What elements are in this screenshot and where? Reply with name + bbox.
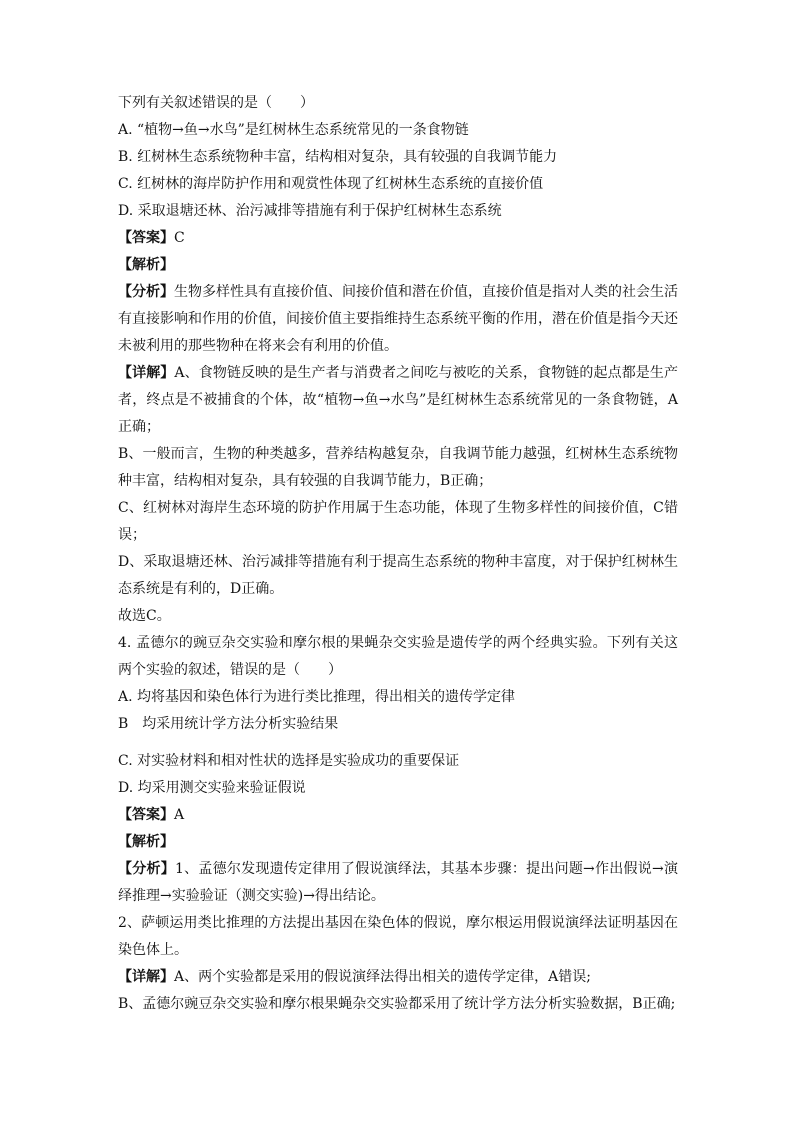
q3-fenxi-text: 生物多样性具有直接价值、间接价值和潜在价值，直接价值是指对人类的社会生活有直接影响和作用的价值，间接价值主要指维持生态系统平衡的作用，潜在价值是指今天还未被利用的那些物种在将来会有利用的价值。 [118,284,678,354]
q4-answer [118,802,678,829]
q3-xiangjie-d: D、采取退塘还林、治污减排等措施有利于提高生态系统的物种丰富度，对于保护红树林生态系统是有利的，D正确。 [118,554,678,597]
q3-option-a: A. “植物→鱼→水鸟”是红树林生态系统常见的一条食物链 [118,122,469,138]
q3-conclusion: 故选C。 [118,608,171,624]
q4-fenxi-tag: 【分析】 [118,861,175,877]
q3-xiangjie-tag: 【详解】 [118,365,175,381]
q4-fenxi-2: 2、萨顿运用类比推理的方法提出基因在染色体的假说，摩尔根运用假说演绎法证明基因在染色体上。 [118,915,678,958]
q4-fenxi-1 [118,856,678,910]
q4-xiangjie-b: B、孟德尔豌豆杂交实验和摩尔根果蝇杂交实验都采用了统计学方法分析实验数据，B正确; [118,996,676,1012]
q3-xiangjie-b: B、一般而言，生物的种类越多，营养结构越复杂，自我调节能力越强，红树林生态系统物种丰富，结构相对复杂，具有较强的自我调节能力，B正确； [118,446,678,489]
q3-option-c: C. 红树林的海岸防护作用和观赏性体现了红树林生态系统的直接价值 [118,176,544,192]
q4-xiangjie-a-text: A、两个实验都是采用的假说演绎法得出相关的遗传学定律，A错误; [174,969,591,985]
q4-fenxi-1-text: 1、孟德尔发现遗传定律用了假说演绎法，其基本步骤：提出问题→作出假说→演绎推理→实验验证（测交实验)→得出结论。 [118,861,679,904]
q3-fenxi [118,279,678,360]
q4-answer-tag: 【答案】 [118,807,174,823]
q4-option-b: B 均采用统计学方法分析实验结果 [118,716,339,732]
q3-fenxi-tag: 【分析】 [118,284,174,300]
q3-xiangjie-c: C、红树林对海岸生态环境的防护作用属于生态功能，体现了生物多样性的间接价值，C错误； [118,500,678,543]
q4-xiangjie-tag: 【详解】 [118,969,174,985]
q3-stem: 下列有关叙述错误的是（ ） [118,95,314,111]
q3-answer [118,225,678,252]
q3-option-d: D. 采取退塘还林、治污减排等措施有利于保护红树林生态系统 [118,203,502,219]
q4-answer-value: A [174,807,185,823]
q3-xiangjie-a [118,360,678,441]
q4-stem: 4. 孟德尔的豌豆杂交实验和摩尔根的果蝇杂交实验是遗传学的两个经典实验。下列有关这两个实验的叙述，错误的是（ ） [118,635,678,678]
q3-option-b: B. 红树林生态系统物种丰富，结构相对复杂，具有较强的自我调节能力 [118,149,558,165]
q4-analysis-heading: 【解析】 [118,834,174,850]
document-page [118,90,678,1018]
q3-analysis-heading: 【解析】 [118,257,174,273]
q4-option-d: D. 均采用测交实验来验证假说 [118,780,306,796]
q3-answer-tag: 【答案】 [118,230,174,246]
q4-xiangjie-a [118,964,678,991]
q3-xiangjie-a-text: A、食物链反映的是生产者与消费者之间吃与被吃的关系，食物链的起点都是生产者，终点是不被捕食的个体，故“植物→鱼→水鸟”是红树林生态系统常见的一条食物链，A正确； [118,365,679,435]
q3-answer-value: C [174,230,185,246]
q4-option-a: A. 均将基因和染色体行为进行类比推理，得出相关的遗传学定律 [118,689,516,705]
q4-option-c: C. 对实验材料和相对性状的选择是实验成功的重要保证 [118,753,460,769]
